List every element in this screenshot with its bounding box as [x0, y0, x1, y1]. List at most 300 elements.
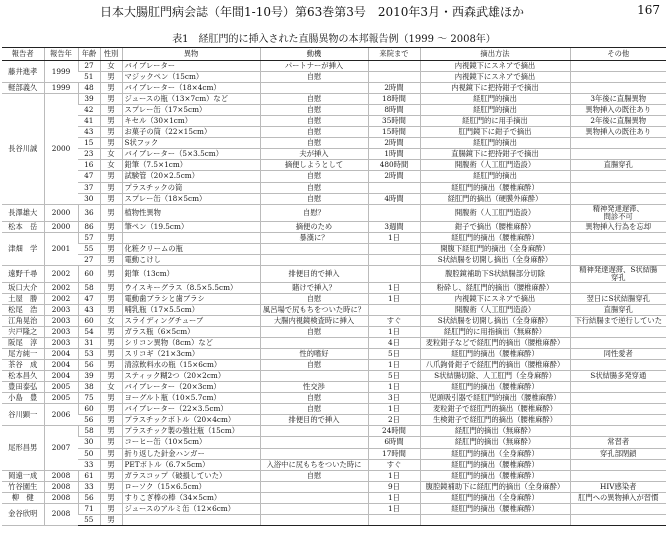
- other-cell: 直腸穿孔: [570, 160, 666, 171]
- table-row: [2, 193, 666, 204]
- object-cell: バイブレーター: [122, 61, 260, 72]
- age-cell: 51: [78, 72, 100, 83]
- year-cell: 2004: [44, 349, 78, 360]
- sex-cell: 男: [100, 470, 122, 481]
- table-row: [2, 415, 666, 426]
- motive-cell: 性交渉: [260, 382, 368, 393]
- motive-cell: [260, 514, 368, 525]
- table-body: [2, 61, 666, 526]
- age-cell: 60: [78, 315, 100, 326]
- time-to-visit-cell: [368, 204, 420, 221]
- removal-method-cell: 内視鏡下にスネアで摘出: [420, 72, 570, 83]
- sex-cell: 男: [100, 326, 122, 337]
- sex-cell: 男: [100, 243, 122, 254]
- reporter-cell: 江角晃治: [2, 315, 44, 326]
- time-to-visit-cell: [368, 72, 420, 83]
- object-cell: 植物性異物: [122, 204, 260, 221]
- reporter-cell: 小島 豊: [2, 393, 44, 404]
- removal-method-cell: 経肛門的摘出（無麻酔）: [420, 426, 570, 437]
- age-cell: 15: [78, 138, 100, 149]
- age-cell: 60: [78, 404, 100, 415]
- sex-cell: 男: [100, 94, 122, 105]
- reporter-cell: 柳 健: [2, 492, 44, 503]
- motive-cell: 自慰: [260, 116, 368, 127]
- reports-table: [2, 47, 666, 526]
- sex-cell: 男: [100, 83, 122, 94]
- other-cell: 異物挿入行為を忘却: [570, 221, 666, 232]
- removal-method-cell: S状結腸を切開し摘出（全身麻酔）: [420, 254, 570, 265]
- removal-method-cell: 肛門鏡下に鉗子で摘出: [420, 127, 570, 138]
- year-cell: 1999: [44, 83, 78, 94]
- sex-cell: 男: [100, 293, 122, 304]
- other-cell: S状結腸多発穿通: [570, 371, 666, 382]
- other-cell: [570, 72, 666, 83]
- year-cell: 2002: [44, 282, 78, 293]
- object-cell: スティック糊2つ（20×2cm）: [122, 371, 260, 382]
- table-row: [2, 293, 666, 304]
- table-row: [2, 304, 666, 315]
- removal-method-cell: 経肛門的摘出: [420, 105, 570, 116]
- table-row: [2, 254, 666, 265]
- sex-cell: 男: [100, 171, 122, 182]
- table-row: [2, 83, 666, 94]
- age-cell: 23: [78, 149, 100, 160]
- other-cell: [570, 393, 666, 404]
- reporter-cell: 金谷欣明: [2, 503, 44, 525]
- object-cell: ウイスキーグラス（8.5×5.5cm）: [122, 282, 260, 293]
- page-number: 167: [637, 3, 660, 17]
- removal-method-cell: S状結腸を切開し摘出（全身麻酔）: [420, 315, 570, 326]
- year-cell: 2008: [44, 503, 78, 525]
- time-to-visit-cell: 480時間: [368, 160, 420, 171]
- sex-cell: 男: [100, 254, 122, 265]
- sex-cell: 男: [100, 138, 122, 149]
- column-header: 来院まで: [368, 48, 420, 61]
- table-row: [2, 437, 666, 448]
- year-cell: 2000: [44, 221, 78, 232]
- reporter-cell: 谷川顕一: [2, 404, 44, 426]
- object-cell: 筆ペン（19.5cm）: [122, 221, 260, 232]
- time-to-visit-cell: 2時間: [368, 83, 420, 94]
- motive-cell: 入浴中に尻もちをついた時に: [260, 459, 368, 470]
- motive-cell: 摘便のため: [260, 221, 368, 232]
- removal-method-cell: 経肛門的摘出（腰椎麻酔）: [420, 459, 570, 470]
- time-to-visit-cell: 1日: [368, 282, 420, 293]
- other-cell: [570, 426, 666, 437]
- other-cell: 同性愛者: [570, 349, 666, 360]
- table-row: [2, 326, 666, 337]
- table-row: [2, 404, 666, 415]
- object-cell: 鉛筆（13cm）: [122, 265, 260, 282]
- reporter-cell: 豊田泰弘: [2, 382, 44, 393]
- reporter-cell: 竹谷園生: [2, 481, 44, 492]
- time-to-visit-cell: すぐ: [368, 459, 420, 470]
- table-row: [2, 338, 666, 349]
- journal-title: 日本大腸肛門病会誌（年間1-10号）第63巻第3号 2010年3月・西森武雄ほか: [100, 5, 525, 19]
- time-to-visit-cell: 17時間: [368, 448, 420, 459]
- object-cell: スライディングチューブ: [122, 315, 260, 326]
- reporter-cell: 坂口大介: [2, 282, 44, 293]
- time-to-visit-cell: [368, 304, 420, 315]
- object-cell: ガラスコップ（破損していた）: [122, 470, 260, 481]
- motive-cell: 排便目的で挿入: [260, 415, 368, 426]
- table-row: [2, 426, 666, 437]
- time-to-visit-cell: [368, 182, 420, 193]
- removal-method-cell: 開腹下経肛門的摘出（全身麻酔）: [420, 243, 570, 254]
- motive-cell: [260, 481, 368, 492]
- other-cell: [570, 404, 666, 415]
- time-to-visit-cell: 9日: [368, 481, 420, 492]
- time-to-visit-cell: 3日: [368, 393, 420, 404]
- motive-cell: 自慰: [260, 105, 368, 116]
- removal-method-cell: 腹腔鏡補助下S状結腸部分切除: [420, 265, 570, 282]
- object-cell: バイブレーター（20×3cm）: [122, 382, 260, 393]
- table-row: [2, 72, 666, 83]
- table-row: [2, 149, 666, 160]
- year-cell: 2005: [44, 393, 78, 404]
- object-cell: バイブレーター（18×4cm）: [122, 83, 260, 94]
- year-cell: 2004: [44, 360, 78, 371]
- age-cell: 57: [78, 232, 100, 243]
- table-row: [2, 503, 666, 514]
- year-cell: 2002: [44, 293, 78, 304]
- other-cell: [570, 415, 666, 426]
- other-cell: 異物挿入の既往あり: [570, 127, 666, 138]
- sex-cell: 男: [100, 371, 122, 382]
- removal-method-cell: 経肛門的摘出: [420, 138, 570, 149]
- age-cell: 75: [78, 393, 100, 404]
- object-cell: ジュースのアルミ缶（12×6cm）: [122, 503, 260, 514]
- removal-method-cell: 経肛門的摘出（腰椎麻酔）: [420, 503, 570, 514]
- sex-cell: 男: [100, 426, 122, 437]
- reporter-cell: 松尾 浩: [2, 304, 44, 315]
- age-cell: 86: [78, 221, 100, 232]
- sex-cell: 女: [100, 149, 122, 160]
- time-to-visit-cell: 35時間: [368, 116, 420, 127]
- time-to-visit-cell: [368, 243, 420, 254]
- table-row: [2, 514, 666, 525]
- motive-cell: 自慰？: [260, 204, 368, 221]
- sex-cell: 男: [100, 459, 122, 470]
- other-cell: [570, 470, 666, 481]
- age-cell: 16: [78, 160, 100, 171]
- table-row: [2, 382, 666, 393]
- reporter-cell: 岡遠一成: [2, 470, 44, 481]
- other-cell: 直腸穿孔: [570, 304, 666, 315]
- time-to-visit-cell: 1日: [368, 326, 420, 337]
- motive-cell: 夫が挿入: [260, 149, 368, 160]
- reporter-cell: 津畑 学: [2, 232, 44, 265]
- object-cell: 化粧クリームの瓶: [122, 243, 260, 254]
- other-cell: 2年後に直腸異物: [570, 116, 666, 127]
- age-cell: 60: [78, 265, 100, 282]
- table-row: [2, 448, 666, 459]
- other-cell: 下行結腸まで逆行していた: [570, 315, 666, 326]
- other-cell: 精神発達遅滞、S状結腸 穿孔: [570, 265, 666, 282]
- reporter-cell: 松本 岳: [2, 221, 44, 232]
- table-row: [2, 127, 666, 138]
- year-cell: 2003: [44, 304, 78, 315]
- removal-method-cell: 経肛門的摘出: [420, 94, 570, 105]
- other-cell: 翌日にS状結腸穿孔: [570, 293, 666, 304]
- object-cell: [122, 232, 260, 243]
- year-cell: 2005: [44, 382, 78, 393]
- object-cell: 試験管（20×2.5cm）: [122, 171, 260, 182]
- other-cell: 穿孔部閉鎖: [570, 448, 666, 459]
- table-row: [2, 232, 666, 243]
- other-cell: [570, 360, 666, 371]
- other-cell: 3年後に直腸異物: [570, 94, 666, 105]
- time-to-visit-cell: [368, 61, 420, 72]
- sex-cell: 男: [100, 182, 122, 193]
- time-to-visit-cell: すぐ: [368, 315, 420, 326]
- object-cell: 鉛筆（7.5×1cm）: [122, 160, 260, 171]
- motive-cell: 自慰: [260, 326, 368, 337]
- age-cell: 39: [78, 94, 100, 105]
- motive-cell: 自慰: [260, 72, 368, 83]
- other-cell: [570, 254, 666, 265]
- motive-cell: 排便目的で挿入: [260, 265, 368, 282]
- removal-method-cell: 八爪鉤骨鉗子で経肛門的摘出（腰椎麻酔）: [420, 360, 570, 371]
- sex-cell: 男: [100, 349, 122, 360]
- removal-method-cell: 経肛門的摘出（無麻酔）: [420, 437, 570, 448]
- age-cell: 39: [78, 371, 100, 382]
- object-cell: 電動こけし: [122, 254, 260, 265]
- removal-method-cell: 麦粒鉗子などで経肛門的摘出（腰椎麻酔）: [420, 338, 570, 349]
- table-row: [2, 243, 666, 254]
- motive-cell: 性的嗜好: [260, 349, 368, 360]
- time-to-visit-cell: 2日: [368, 415, 420, 426]
- time-to-visit-cell: 2時間: [368, 171, 420, 182]
- age-cell: 58: [78, 282, 100, 293]
- time-to-visit-cell: 5日: [368, 371, 420, 382]
- object-cell: スプレー缶（17×5cm）: [122, 105, 260, 116]
- age-cell: 55: [78, 514, 100, 525]
- other-cell: [570, 182, 666, 193]
- object-cell: プラスチックボトル（20×4cm）: [122, 415, 260, 426]
- age-cell: 31: [78, 338, 100, 349]
- object-cell: スプレー缶（18×5cm）: [122, 193, 260, 204]
- time-to-visit-cell: 18時間: [368, 94, 420, 105]
- object-cell: ガラス瓶（6×5cm）: [122, 326, 260, 337]
- time-to-visit-cell: 4日: [368, 338, 420, 349]
- object-cell: S状フック: [122, 138, 260, 149]
- sex-cell: 女: [100, 160, 122, 171]
- column-header: 性別: [100, 48, 122, 61]
- motive-cell: 自慰: [260, 193, 368, 204]
- object-cell: バイブレーター（22×3.5cm）: [122, 404, 260, 415]
- motive-cell: 風呂場で尻もちをついた時に？: [260, 304, 368, 315]
- motive-cell: 自慰: [260, 470, 368, 481]
- removal-method-cell: 経肛門的摘出（腰椎麻酔）: [420, 382, 570, 393]
- year-cell: 2007: [44, 426, 78, 470]
- table-row: [2, 182, 666, 193]
- year-cell: 2006: [44, 404, 78, 426]
- removal-method-cell: 麦粒鉗子で経肛門的摘出（腰椎麻酔）: [420, 404, 570, 415]
- time-to-visit-cell: 1日: [368, 404, 420, 415]
- object-cell: お菓子の筒（22×15cm）: [122, 127, 260, 138]
- removal-method-cell: [420, 514, 570, 525]
- column-header: 報告年: [44, 48, 78, 61]
- age-cell: 42: [78, 105, 100, 116]
- sex-cell: 男: [100, 503, 122, 514]
- age-cell: 53: [78, 349, 100, 360]
- motive-cell: 自慰: [260, 138, 368, 149]
- motive-cell: パートナーが挿入: [260, 61, 368, 72]
- object-cell: シリコン異物（8cm）など: [122, 338, 260, 349]
- age-cell: 36: [78, 204, 100, 221]
- reporter-cell: 尾方純一: [2, 349, 44, 360]
- table-row: [2, 360, 666, 371]
- sex-cell: 男: [100, 221, 122, 232]
- time-to-visit-cell: 24時間: [368, 426, 420, 437]
- year-cell: 2008: [44, 492, 78, 503]
- motive-cell: 自慰: [260, 360, 368, 371]
- column-header: 摘出方法: [420, 48, 570, 61]
- object-cell: プラスチック製の強壮瓶（15cm）: [122, 426, 260, 437]
- age-cell: 43: [78, 304, 100, 315]
- sex-cell: 女: [100, 315, 122, 326]
- other-cell: [570, 282, 666, 293]
- sex-cell: 男: [100, 105, 122, 116]
- object-cell: PETボトル（6.7×5cm）: [122, 459, 260, 470]
- removal-method-cell: 経肛門的摘出（腰椎麻酔）: [420, 349, 570, 360]
- sex-cell: 男: [100, 72, 122, 83]
- removal-method-cell: 内視鏡下にスネアで摘出: [420, 61, 570, 72]
- motive-cell: [260, 437, 368, 448]
- other-cell: [570, 338, 666, 349]
- age-cell: 54: [78, 326, 100, 337]
- column-header: 動機: [260, 48, 368, 61]
- removal-method-cell: 開腹術（人工肛門造設）: [420, 304, 570, 315]
- time-to-visit-cell: 1日: [368, 232, 420, 243]
- sex-cell: 男: [100, 232, 122, 243]
- motive-cell: [260, 448, 368, 459]
- time-to-visit-cell: 2時間: [368, 138, 420, 149]
- other-cell: [570, 138, 666, 149]
- other-cell: [570, 83, 666, 94]
- object-cell: キセル（30×1cm）: [122, 116, 260, 127]
- year-cell: 1999: [44, 61, 78, 83]
- motive-cell: [260, 254, 368, 265]
- column-header: その他: [570, 48, 666, 61]
- table-row: [2, 61, 666, 72]
- sex-cell: 男: [100, 415, 122, 426]
- object-cell: すりこぎ棒の棒（34×5cm）: [122, 492, 260, 503]
- time-to-visit-cell: [368, 265, 420, 282]
- reporter-cell: 宍戸隆之: [2, 326, 44, 337]
- table-row: [2, 265, 666, 282]
- removal-method-cell: 粉砕し、経肛門的摘出（腰椎麻酔）: [420, 282, 570, 293]
- time-to-visit-cell: [368, 514, 420, 525]
- removal-method-cell: 開腹術（人工肛門造設）: [420, 204, 570, 221]
- motive-cell: 摘便しようとして: [260, 160, 368, 171]
- other-cell: [570, 61, 666, 72]
- motive-cell: 暴漢に？: [260, 232, 368, 243]
- object-cell: 電動歯ブラシと歯ブラシ: [122, 293, 260, 304]
- table-row: [2, 282, 666, 293]
- age-cell: 56: [78, 360, 100, 371]
- age-cell: 58: [78, 426, 100, 437]
- other-cell: 異物挿入の既往あり: [570, 105, 666, 116]
- table-row: [2, 459, 666, 470]
- table-header-row: [2, 48, 666, 61]
- other-cell: [570, 514, 666, 525]
- other-cell: [570, 503, 666, 514]
- age-cell: 71: [78, 503, 100, 514]
- year-cell: 2002: [44, 265, 78, 282]
- object-cell: 哺乳瓶（17×5.5cm）: [122, 304, 260, 315]
- motive-cell: 自慰: [260, 404, 368, 415]
- time-to-visit-cell: 1日: [368, 470, 420, 481]
- year-cell: 2001: [44, 232, 78, 265]
- table-row: [2, 171, 666, 182]
- year-cell: 2003: [44, 326, 78, 337]
- object-cell: 清涼飲料水の瓶（15×6cm）: [122, 360, 260, 371]
- time-to-visit-cell: 1日: [368, 293, 420, 304]
- removal-method-cell: 直腸鏡下に把持鉗子で摘出: [420, 149, 570, 160]
- other-cell: [570, 149, 666, 160]
- column-header: 異物: [122, 48, 260, 61]
- reporter-cell: 藤井進孝: [2, 61, 44, 83]
- age-cell: 43: [78, 127, 100, 138]
- object-cell: スリコギ（21×3cm）: [122, 349, 260, 360]
- object-cell: ジュースの瓶（13×7cm）など: [122, 94, 260, 105]
- motive-cell: [260, 426, 368, 437]
- other-cell: HIV感染者: [570, 481, 666, 492]
- sex-cell: 男: [100, 448, 122, 459]
- age-cell: 30: [78, 193, 100, 204]
- removal-method-cell: 内視鏡下にスネアで摘出: [420, 293, 570, 304]
- age-cell: 47: [78, 293, 100, 304]
- table-row: [2, 204, 666, 221]
- reporter-cell: 長澤雄大: [2, 204, 44, 221]
- age-cell: 27: [78, 61, 100, 72]
- sex-cell: 男: [100, 360, 122, 371]
- table-row: [2, 315, 666, 326]
- table-row: [2, 160, 666, 171]
- motive-cell: 自慰: [260, 94, 368, 105]
- time-to-visit-cell: 1日: [368, 360, 420, 371]
- age-cell: 33: [78, 459, 100, 470]
- age-cell: 61: [78, 470, 100, 481]
- year-cell: 2000: [44, 94, 78, 204]
- time-to-visit-cell: 1時間: [368, 149, 420, 160]
- time-to-visit-cell: [368, 254, 420, 265]
- other-cell: 肛門への異物挿入が習慣: [570, 492, 666, 503]
- age-cell: 27: [78, 254, 100, 265]
- age-cell: 56: [78, 415, 100, 426]
- motive-cell: 賭けで挿入？: [260, 282, 368, 293]
- reporter-cell: 遠野千尋: [2, 265, 44, 282]
- object-cell: ローソク（15×6.5cm）: [122, 481, 260, 492]
- table-caption: 表1 経肛門的に挿入された直腸異物の本邦報告例（1999 ～ 2008年）: [172, 34, 496, 45]
- motive-cell: [260, 371, 368, 382]
- reporter-cell: 阪尾 淳: [2, 338, 44, 349]
- time-to-visit-cell: 1日: [368, 382, 420, 393]
- removal-method-cell: S状結腸切除、人工肛門（全身麻酔）: [420, 371, 570, 382]
- age-cell: 50: [78, 448, 100, 459]
- motive-cell: [260, 83, 368, 94]
- year-cell: 2000: [44, 204, 78, 221]
- removal-method-cell: 経肛門的摘出（腰椎麻酔）: [420, 182, 570, 193]
- sex-cell: 男: [100, 265, 122, 282]
- removal-method-cell: 児頭吸引器で経肛門的摘出（腰椎麻酔）: [420, 393, 570, 404]
- sex-cell: 男: [100, 304, 122, 315]
- removal-method-cell: 生検鉗子で経肛門的摘出（腰椎麻酔）: [420, 415, 570, 426]
- removal-method-cell: 経肛門的摘出（腰椎麻酔）: [420, 232, 570, 243]
- reporter-cell: 土屋 勝: [2, 293, 44, 304]
